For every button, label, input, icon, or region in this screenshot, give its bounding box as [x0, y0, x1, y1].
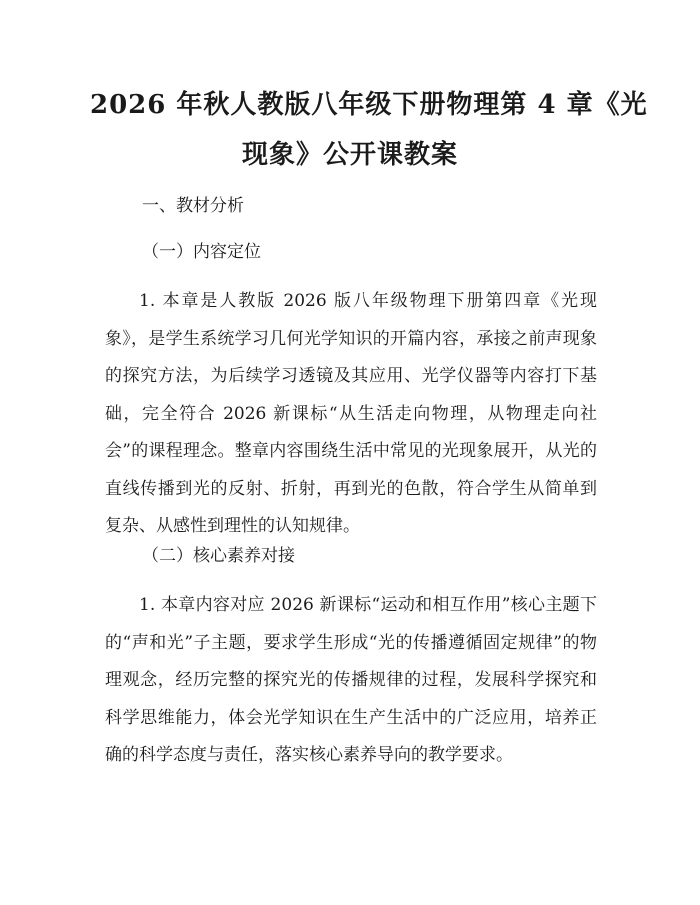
subsection-heading-core-literacy: （二）核心素养对接: [142, 546, 295, 566]
document-title-line-1: 2026 年秋人教版八年级下册物理第 4 章《光: [90, 90, 648, 120]
paragraph-core-literacy: 1. 本章内容对应 2026 新课标“运动和相互作用”核心主题下的“声和光”子主题，要求学生形成“光的传播遵循固定规律”的物理观念，经历完整的探究光的传播规律的过程，发展科学探究和科学思维能力，体会光学知识在生产生活中的广泛应用，培养正确的科学态度与责任，落实核心素养导向的教学要求。: [105, 595, 597, 765]
paragraph-content-positioning: 1. 本章是人教版 2026 版八年级物理下册第四章《光现象》，是学生系统学习几何光学知识的开篇内容，承接之前声现象的探究方法，为后续学习透镜及其应用、光学仪器等内容打下基础，完全符合 2026 新课标“从生活走向物理，从物理走向社会”的课程理念。整章内容围绕生活中常见的光现象展开，从光的直线传播到光的反射、折射，再到光的色散，符合学生从简单到复杂、从感性到理性的认知规律。: [105, 291, 597, 536]
section-heading-textbook-analysis: 一、教材分析: [142, 196, 244, 216]
document-title-line-2: 现象》公开课教案: [241, 140, 458, 170]
subsection-heading-content-positioning: （一）内容定位: [142, 242, 261, 262]
